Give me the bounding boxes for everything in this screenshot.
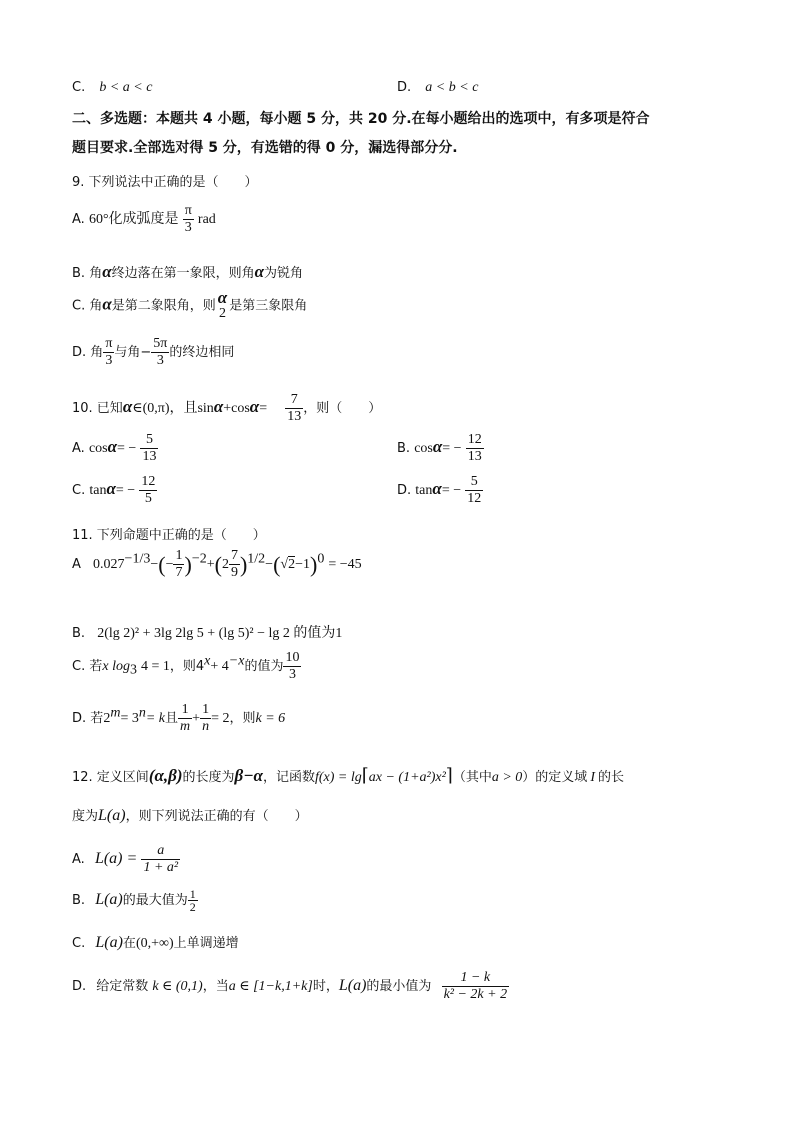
math-expr: k ∈ (0,1) xyxy=(152,979,203,994)
fraction-num: 7 xyxy=(285,392,303,409)
option-label: C. xyxy=(72,80,86,95)
option-text: 是第三象限角 xyxy=(229,298,308,314)
q11-stem: 11. 下列命题中正确的是（ ） xyxy=(72,528,266,543)
q9-stem: 9. 下列说法中正确的是（ ） xyxy=(72,175,258,190)
option-text: 是第二象限角，则 xyxy=(111,298,216,314)
q10-option-d xyxy=(397,474,483,507)
math-op: − xyxy=(265,557,274,572)
math-result: k = 6 xyxy=(255,711,286,726)
option-text: 在 xyxy=(122,936,136,951)
stem-text: 12. 定义区间 xyxy=(72,770,149,785)
fraction-den: 5 xyxy=(144,491,152,506)
option-label: C. xyxy=(72,936,86,951)
math-var: α xyxy=(213,397,224,416)
q10-option-c xyxy=(72,474,157,507)
q9-option-a xyxy=(72,203,216,236)
math-fn: tan xyxy=(415,483,433,498)
option-text: rad xyxy=(197,212,216,227)
paren-open: ( xyxy=(273,551,281,577)
fraction-num: 5π xyxy=(153,336,168,351)
section-heading-line2: 题目要求.全部选对得 5 分，有选错的得 0 分，漏选得部分分. xyxy=(72,140,458,156)
math-expr: 4 = 1 xyxy=(140,659,170,674)
math-fn: tan xyxy=(89,483,107,498)
fraction xyxy=(103,336,114,369)
option-text: 角 xyxy=(89,266,103,281)
fraction-num: π xyxy=(105,336,113,351)
option-expr: b < a < c xyxy=(99,80,153,95)
option-expr: 2(lg 2)² + 3lg 2lg 5 + (lg 5)² − lg 2 的值为1 xyxy=(97,626,343,641)
fraction-den: 3 xyxy=(105,353,113,368)
q10-option-b xyxy=(397,432,484,465)
math-fn: L(a) xyxy=(95,934,123,951)
fraction xyxy=(442,970,510,1003)
math-op: − xyxy=(165,557,174,572)
fraction-den: 13 xyxy=(467,449,482,464)
math-var: α xyxy=(106,479,116,498)
math-expr: β−α xyxy=(234,766,263,785)
math-sub: 3 xyxy=(129,662,137,678)
q12-option-a xyxy=(72,843,180,876)
fraction xyxy=(139,474,157,507)
fraction-den: 9 xyxy=(230,565,238,580)
fraction-num: 5 xyxy=(140,432,158,449)
fraction-den: 1 + a² xyxy=(143,860,179,875)
option-label: C. xyxy=(72,483,86,498)
math-exp: −1/3 xyxy=(124,551,151,567)
math-var: I xyxy=(590,770,595,785)
paren-close: ) xyxy=(310,551,318,577)
q12-option-c xyxy=(72,932,239,952)
math-num: 2 xyxy=(288,557,296,572)
q11-option-b xyxy=(72,622,342,642)
math-expr: 2 xyxy=(103,711,111,726)
option-text: 若 xyxy=(90,711,104,726)
option-label: D. xyxy=(397,483,412,498)
option-text: 给定常数 xyxy=(96,979,149,994)
stem-text: ，记函数 xyxy=(262,770,315,785)
fraction-den: 2 xyxy=(219,306,226,321)
fraction-den: 12 xyxy=(467,491,482,506)
fraction-den: 3 xyxy=(288,667,296,682)
fraction xyxy=(200,702,211,735)
fraction-num: 12 xyxy=(467,432,482,447)
option-text: ，则 xyxy=(229,711,256,726)
math-num: 2 xyxy=(221,557,229,572)
option-text: 的最大值为 xyxy=(122,893,188,908)
fraction-den: k² − 2k + 2 xyxy=(443,987,508,1002)
option-label: C. xyxy=(72,659,86,674)
fraction-num: 1 xyxy=(189,887,196,901)
fraction-num: α xyxy=(217,288,228,307)
math-expr: x log xyxy=(102,659,130,674)
q9-option-d xyxy=(72,336,234,369)
fraction xyxy=(140,432,158,465)
option-label: B. xyxy=(72,266,86,281)
stem-text: 度为 xyxy=(72,809,99,824)
stem-text: 10. 已知 xyxy=(72,401,123,416)
option-text: 若 xyxy=(89,659,103,674)
math-num: 0.027 xyxy=(93,557,125,572)
q8-option-c xyxy=(72,80,152,96)
option-label: A. xyxy=(72,852,85,867)
option-text: 且 xyxy=(165,711,179,726)
math-var: α xyxy=(107,437,118,456)
option-text: 60°化成弧度是 xyxy=(88,212,179,227)
q9-option-c xyxy=(72,290,307,322)
math-var: α xyxy=(122,397,133,416)
q12-option-d xyxy=(72,970,509,1003)
option-text: 的最小值为 xyxy=(366,979,432,994)
sqrt-sign: √ xyxy=(280,557,289,572)
option-label: A. xyxy=(72,441,85,456)
math-var: α xyxy=(432,437,443,456)
math-op: = − xyxy=(115,483,136,498)
section-heading-line1: 二、多选题：本题共 4 小题，每小题 5 分，共 20 分.在每小题给出的选项中，有多项是符合 xyxy=(72,111,650,127)
fraction-num: π xyxy=(184,203,192,218)
fraction-den: 2 xyxy=(189,900,196,914)
option-text: 角 xyxy=(89,298,103,314)
option-text: 角 xyxy=(90,345,104,360)
q12-option-b xyxy=(72,888,198,913)
stem-text: 的长度为 xyxy=(182,770,235,785)
math-fn: L(a) xyxy=(338,977,367,994)
q8-option-d xyxy=(397,80,478,96)
option-text: 时， xyxy=(312,979,339,994)
option-expr: a < b < c xyxy=(425,80,479,95)
stem-text: ，则下列说法正确的有（ ） xyxy=(125,809,308,824)
fraction xyxy=(183,203,194,236)
fraction xyxy=(151,336,169,369)
fraction-num: 10 xyxy=(285,650,300,665)
q11-option-d xyxy=(72,702,285,735)
option-text: 终边落在第一象限，则角 xyxy=(111,266,255,281)
fraction-den: 7 xyxy=(175,565,183,580)
stem-text: 的长 xyxy=(597,770,624,785)
fraction xyxy=(466,432,484,465)
stem-text: （其中 xyxy=(452,770,492,785)
math-exp: m xyxy=(110,705,121,721)
math-expr: a ∈ [1−k,1+k] xyxy=(228,979,313,994)
math-op: = − xyxy=(441,483,462,498)
fraction xyxy=(188,888,198,913)
math-op: + xyxy=(192,711,201,726)
math-fn: cos xyxy=(414,441,433,456)
option-text: 与角− xyxy=(114,345,152,360)
fraction-num: 5 xyxy=(465,474,483,491)
fraction-num: 1 xyxy=(175,548,183,563)
bracket-close: ⌉ xyxy=(445,765,453,785)
fraction-num: 1 − k xyxy=(442,970,510,987)
math-op: = 2 xyxy=(211,711,230,726)
stem-text: = xyxy=(259,401,268,416)
q11-option-a xyxy=(72,548,362,581)
fraction-den: 13 xyxy=(142,449,157,464)
q9-option-b xyxy=(72,262,303,282)
fraction-num: 1 xyxy=(178,702,192,719)
math-exp: −2 xyxy=(191,551,207,567)
math-op: = − xyxy=(117,441,137,456)
fraction xyxy=(141,843,180,876)
q12-stem-line1 xyxy=(72,765,624,786)
math-exp: n xyxy=(138,705,146,721)
math-exp: 0 xyxy=(317,551,325,567)
fraction xyxy=(285,392,303,425)
fraction-den: 3 xyxy=(156,353,164,368)
math-var: α xyxy=(432,479,442,498)
option-label: A. xyxy=(72,212,85,227)
math-expr: a > 0 xyxy=(491,770,523,785)
option-text: + 4 xyxy=(210,659,229,674)
option-label: B. xyxy=(72,626,86,641)
math-exp: 1/2 xyxy=(247,551,266,567)
option-label: D. xyxy=(397,80,412,95)
fraction-den: 13 xyxy=(287,409,302,424)
math-num: −1 xyxy=(295,557,310,572)
math-var: α xyxy=(102,294,112,314)
option-label: D. xyxy=(72,345,87,360)
fraction-num: 7 xyxy=(230,548,238,563)
option-text: 的值为 xyxy=(244,659,284,674)
option-label: D. xyxy=(72,979,87,994)
paren-open: ( xyxy=(214,551,222,577)
math-op: = − xyxy=(442,441,462,456)
bracket-open: ⌈ xyxy=(361,765,369,785)
math-result: = −45 xyxy=(328,557,362,572)
q10-stem xyxy=(72,392,381,425)
fraction-den: 3 xyxy=(184,220,192,235)
option-text: 为锐角 xyxy=(264,266,304,281)
math-fn: f(x) = lg xyxy=(314,770,362,785)
option-label: A xyxy=(72,557,81,572)
fraction xyxy=(216,290,229,322)
math-interval: (0,+∞) xyxy=(135,936,174,951)
option-text: ，当 xyxy=(202,979,229,994)
stem-text: ）的定义域 xyxy=(522,770,588,785)
math-expr: ax − (1+a²)x² xyxy=(368,770,446,785)
option-text: 上单调递增 xyxy=(173,936,239,951)
math-op: − xyxy=(150,557,159,572)
q12-stem-line2 xyxy=(72,805,308,825)
fraction-den: m xyxy=(180,719,191,734)
math-var: α xyxy=(249,397,260,416)
stem-text: ∈(0,π)，且sin xyxy=(132,401,214,416)
math-exp: −x xyxy=(228,653,245,669)
paren-close: ) xyxy=(239,551,248,577)
math-fn: cos xyxy=(88,441,108,456)
stem-text: +cos xyxy=(223,401,250,416)
fraction-num: a xyxy=(141,843,180,860)
math-expr: = k xyxy=(145,711,166,726)
math-var: α xyxy=(254,262,265,281)
fraction xyxy=(178,702,192,735)
fraction-num: 12 xyxy=(141,474,156,489)
option-text: 的终边相同 xyxy=(169,345,235,360)
option-label: B. xyxy=(72,893,86,908)
math-op: + xyxy=(206,557,215,572)
fraction xyxy=(229,548,240,581)
fraction xyxy=(173,548,184,581)
math-var: α xyxy=(102,262,112,281)
fraction-num: 1 xyxy=(202,702,210,717)
fraction xyxy=(465,474,483,507)
option-label: C. xyxy=(72,298,86,314)
math-exp: x xyxy=(204,653,211,669)
option-text: ，则4 xyxy=(169,659,205,674)
math-fn: L(a) = xyxy=(94,850,138,867)
stem-text: ，则（ ） xyxy=(303,401,382,416)
fraction-den: n xyxy=(202,719,210,734)
option-label: D. xyxy=(72,711,87,726)
math-fn: L(a) xyxy=(95,891,123,908)
paren-close: ) xyxy=(184,551,192,577)
paren-open: ( xyxy=(158,551,166,577)
fraction xyxy=(283,650,301,683)
option-label: B. xyxy=(397,441,411,456)
math-expr: = 3 xyxy=(120,711,139,726)
q11-option-c xyxy=(72,650,301,683)
math-interval: (α,β) xyxy=(148,766,183,785)
math-fn: L(a) xyxy=(98,807,126,824)
q10-option-a xyxy=(72,432,158,465)
